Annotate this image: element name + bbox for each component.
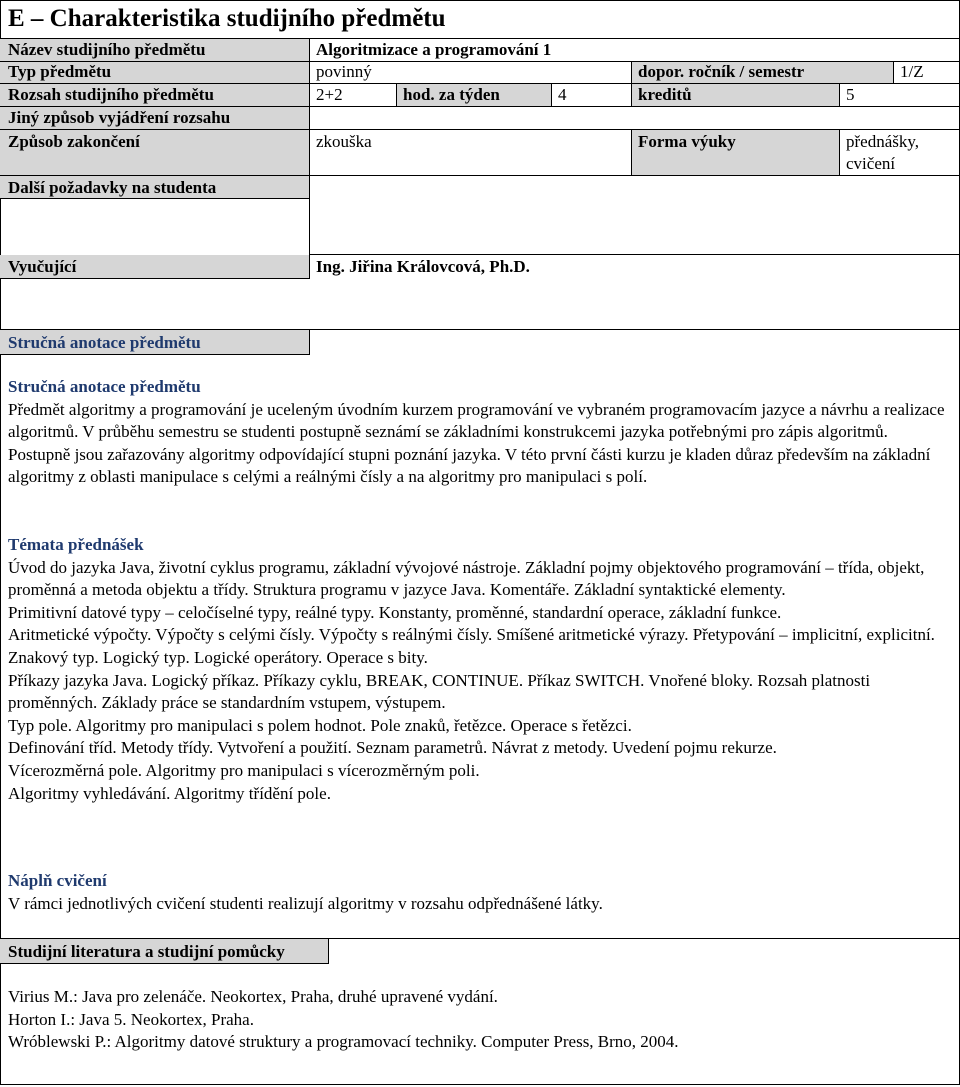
- temata-section: [8, 534, 954, 805]
- anotace-section: [8, 376, 954, 489]
- literatura-item: Horton I.: Java 5. Neokortex, Praha.: [8, 1009, 254, 1029]
- page-title: E – Charakteristika studijního předmětu: [8, 5, 446, 32]
- nazev-value: Algoritmizace a programování 1: [316, 40, 552, 59]
- temata-item: Aritmetické výpočty. Výpočty s celými čísly. Výpočty s reálnými čísly. Smíšené aritmetické výrazy. Přetypování – implicitní, explicitní.: [8, 625, 935, 645]
- literatura-list: [8, 986, 954, 1054]
- rozsah-value: 2+2: [316, 85, 343, 104]
- kreditu-value: 5: [846, 85, 855, 104]
- zpusob-label: Způsob zakončení: [8, 132, 140, 151]
- cell-dalsi-value: [310, 176, 960, 255]
- cell-jiny-value: [310, 107, 960, 130]
- jiny-label: Jiný způsob vyjádření rozsahu: [8, 108, 231, 127]
- rozsah-label: Rozsah studijního předmětu: [8, 85, 214, 104]
- napln-title: Náplň cvičení: [8, 871, 107, 890]
- cell-vyucujici-spacer: [0, 279, 960, 330]
- hod-value: 4: [558, 85, 567, 104]
- forma-value-line-1: přednášky,: [846, 132, 920, 151]
- dopor-value: 1/Z: [900, 62, 924, 81]
- kreditu-label: kreditů: [638, 85, 692, 104]
- literatura-header: Studijní literatura a studijní pomůcky: [8, 942, 285, 961]
- vyucujici-label: Vyučující: [8, 257, 77, 276]
- temata-item: Definování tříd. Metody třídy. Vytvoření a použití. Seznam parametrů. Návrat z metody. Uvedení pojmu rekurze.: [8, 738, 777, 758]
- anotace-header: Stručná anotace předmětu: [8, 333, 201, 352]
- temata-item: Vícerozměrná pole. Algoritmy pro manipulaci s vícerozměrným poli.: [8, 760, 480, 780]
- napln-text: V rámci jednotlivých cvičení studenti realizují algoritmy v rozsahu odpřednášené látky.: [8, 893, 603, 913]
- cell-kreditu-value: [840, 84, 960, 107]
- anotace-title: Stručná anotace předmětu: [8, 377, 201, 396]
- temata-item: Úvod do jazyka Java, životní cyklus programu, základní vývojové nástroje. Základní pojmy objektového programování – třída, objekt, proměnná a metoda objektu a třídy. Struktura programu v jazyce Java. Komentáře. Základní syntaktické elementy.: [8, 557, 925, 600]
- anotace-text: Předmět algoritmy a programování je uceleným úvodním kurzem programování ve vybraném programovacím jazyce a návrhu a realizace algoritmů. V průběhu semestru se studenti postupně seznámí se základními konstrukcemi jazyka potřebnými pro zápis algoritmů. Postupně jsou zařazovány algoritmy odpovídající stupni poznání jazyka. V této první části kurzu je kladen důraz především na základní algoritmy z oblasti manipulace s celými a reálnými čísly a na algoritmy pro manipulaci s polí.: [8, 399, 945, 487]
- forma-label: Forma výuky: [638, 132, 736, 151]
- nazev-label: Název studijního předmětu: [8, 40, 206, 59]
- dalsi-label: Další požadavky na studenta: [8, 178, 217, 197]
- napln-section: [8, 870, 954, 915]
- typ-value: povinný: [316, 62, 372, 81]
- literatura-item: Virius M.: Java pro zelenáče. Neokortex, Praha, druhé upravené vydání.: [8, 987, 498, 1006]
- temata-item: Znakový typ. Logický typ. Logické operátory. Operace s bity.: [8, 647, 428, 667]
- vyucujici-value: Ing. Jiřina Královcová, Ph.D.: [316, 257, 530, 276]
- temata-title: Témata přednášek: [8, 535, 144, 554]
- cell-dalsi-spacer: [0, 199, 310, 255]
- dopor-label: dopor. ročník / semestr: [638, 62, 805, 81]
- temata-item: Algoritmy vyhledávání. Algoritmy třídění pole.: [8, 783, 331, 803]
- forma-value-line-2: cvičení: [846, 154, 896, 173]
- typ-label: Typ předmětu: [8, 62, 112, 81]
- temata-item: Primitivní datové typy – celočíselné typy, reálné typy. Konstanty, proměnné, standardní operace, základní funkce.: [8, 602, 782, 622]
- literatura-item: Wróblewski P.: Algoritmy datové struktury a programovací techniky. Computer Press, Brno, 2004.: [8, 1032, 679, 1052]
- temata-item: Typ pole. Algoritmy pro manipulaci s polem hodnot. Pole znaků, řetězce. Operace s řetězci.: [8, 715, 632, 735]
- zpusob-value: zkouška: [316, 132, 372, 151]
- hod-label: hod. za týden: [403, 85, 500, 104]
- temata-item: Příkazy jazyka Java. Logický příkaz. Příkazy cyklu, BREAK, CONTINUE. Příkaz SWITCH. Vnořené bloky. Rozsah platnosti proměnných. Základy práce se standardním vstupem, výstupem.: [8, 670, 871, 713]
